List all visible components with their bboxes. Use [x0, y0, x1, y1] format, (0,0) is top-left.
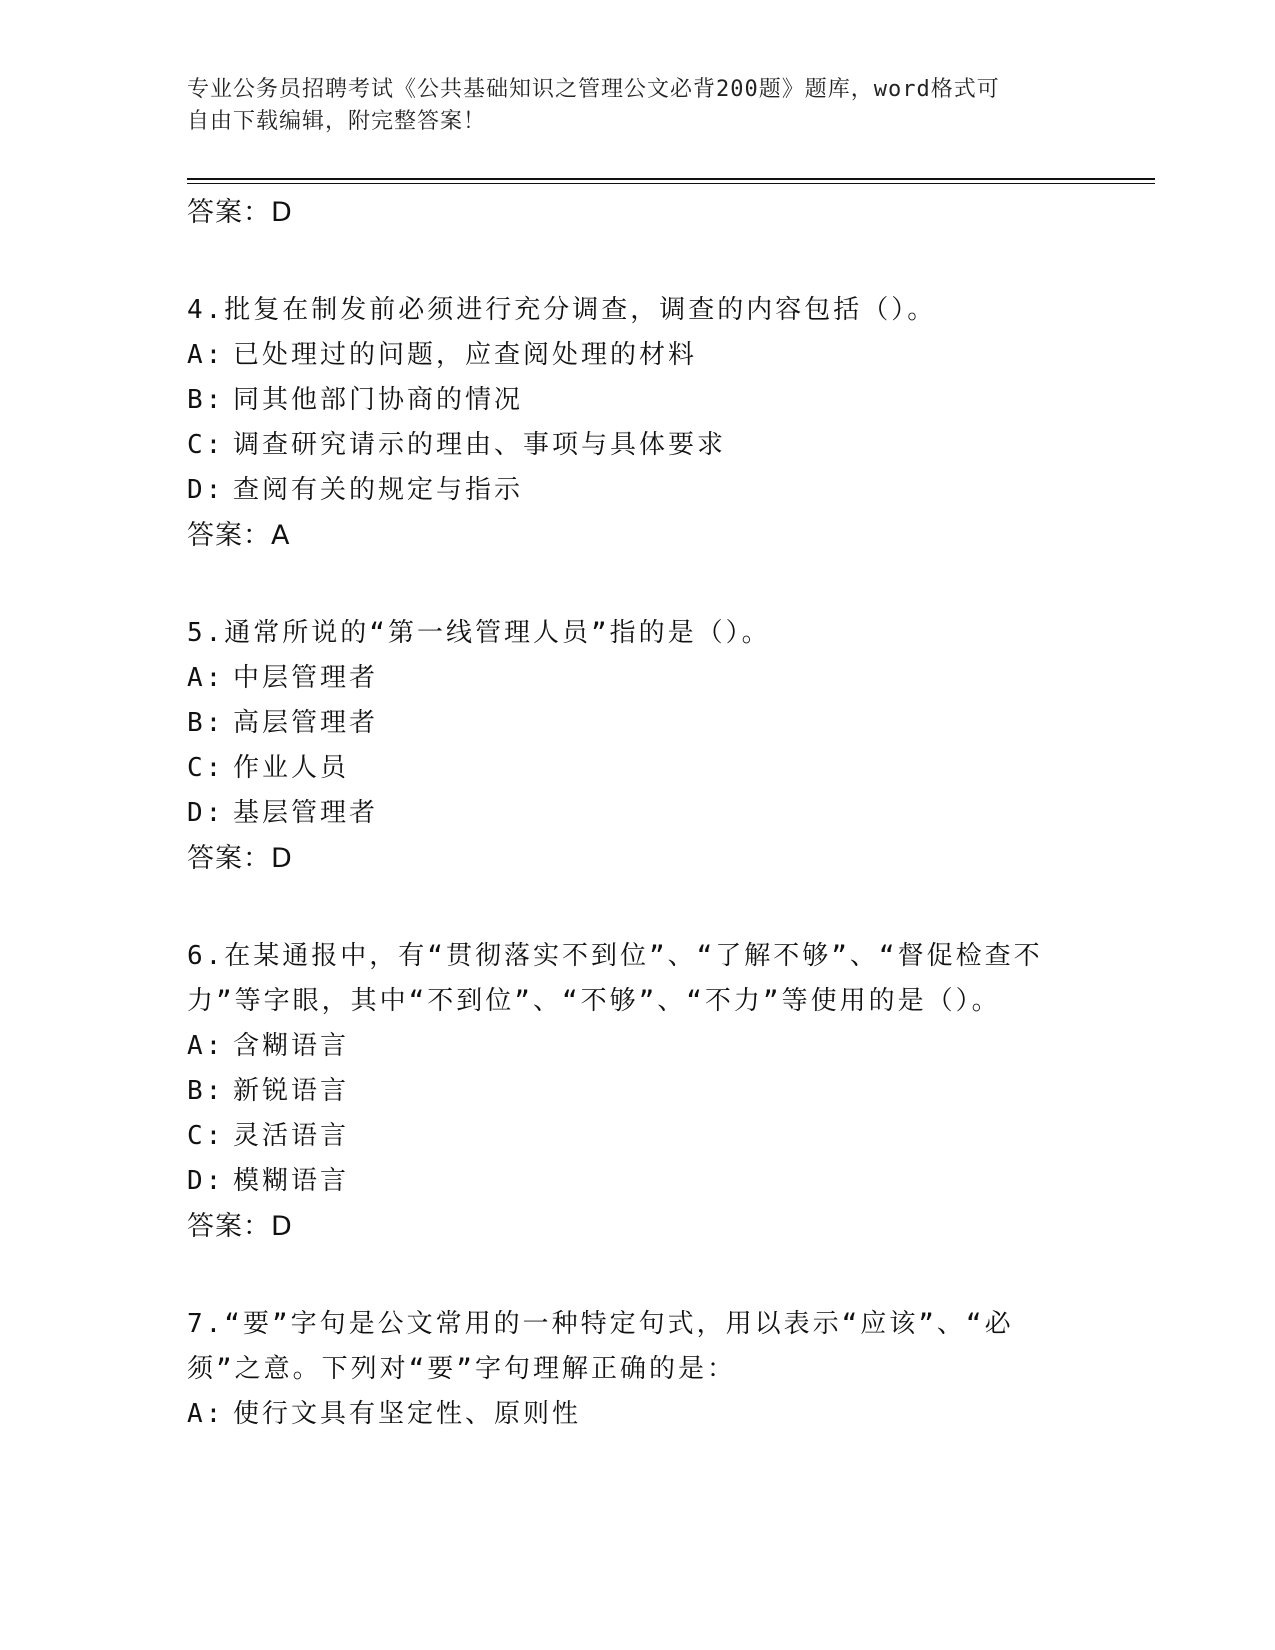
option-letter: B: — [187, 385, 225, 415]
option-text: 同其他部门协商的情况 — [233, 385, 524, 415]
option-letter: A: — [187, 663, 225, 693]
answer-line: 答案：D — [187, 843, 293, 874]
option-text: 已处理过的问题，应查阅处理的材料 — [233, 340, 698, 370]
answer-line: 答案：D — [187, 1211, 293, 1242]
option-d — [187, 791, 1067, 836]
header-divider-thin — [187, 183, 1155, 184]
option-letter: A: — [187, 340, 225, 370]
option-text: 中层管理者 — [233, 663, 379, 693]
option-text: 查阅有关的规定与指示 — [233, 475, 524, 505]
option-a — [187, 656, 1067, 701]
option-a — [187, 1392, 1067, 1437]
option-letter: A: — [187, 1031, 225, 1061]
answer-line: 答案：A — [187, 520, 291, 551]
question-list — [187, 190, 1067, 1437]
option-text: 高层管理者 — [233, 708, 379, 738]
question-stem: 4.批复在制发前必须进行充分调查，调查的内容包括（）。 — [187, 295, 937, 325]
option-letter: D: — [187, 475, 225, 505]
option-b — [187, 701, 1067, 746]
option-c — [187, 1114, 1067, 1159]
option-letter: C: — [187, 753, 225, 783]
option-letter: D: — [187, 798, 225, 828]
option-c — [187, 423, 1067, 468]
header-line-1: 专业公务员招聘考试《公共基础知识之管理公文必背200题》题库，word格式可 — [187, 77, 1000, 102]
option-text: 灵活语言 — [233, 1121, 350, 1151]
question-item — [187, 1302, 1067, 1437]
option-text: 含糊语言 — [233, 1031, 350, 1061]
answer-line: 答案：D — [187, 197, 293, 228]
option-a — [187, 333, 1067, 378]
question-item — [187, 934, 1067, 1250]
option-text: 基层管理者 — [233, 798, 379, 828]
header-line-2: 自由下载编辑，附完整答案！ — [187, 109, 487, 134]
option-text: 作业人员 — [233, 753, 350, 783]
spacer — [187, 882, 1067, 934]
option-letter: C: — [187, 1121, 225, 1151]
option-b — [187, 1069, 1067, 1114]
question-stem: 6.在某通报中，有“贯彻落实不到位”、“了解不够”、“督促检查不力”等字眼，其中“不到位”、“不够”、“不力”等使用的是（）。 — [187, 941, 1043, 1016]
option-letter: D: — [187, 1166, 225, 1196]
question-stem: 5.通常所说的“第一线管理人员”指的是（）。 — [187, 618, 771, 648]
option-d — [187, 468, 1067, 513]
option-d — [187, 1159, 1067, 1204]
option-text: 调查研究请示的理由、事项与具体要求 — [233, 430, 727, 460]
question-stem: 7.“要”字句是公文常用的一种特定句式，用以表示“应该”、“必须”之意。下列对“要”字句理解正确的是： — [187, 1309, 1014, 1384]
option-letter: B: — [187, 708, 225, 738]
option-c — [187, 746, 1067, 791]
document-header — [187, 74, 1067, 138]
option-text: 新锐语言 — [233, 1076, 350, 1106]
option-a — [187, 1024, 1067, 1069]
option-letter: A: — [187, 1399, 225, 1429]
question-item — [187, 288, 1067, 559]
question-item — [187, 611, 1067, 882]
option-letter: B: — [187, 1076, 225, 1106]
option-text: 模糊语言 — [233, 1166, 350, 1196]
spacer — [187, 1250, 1067, 1302]
option-b — [187, 378, 1067, 423]
spacer — [187, 236, 1067, 288]
option-letter: C: — [187, 430, 225, 460]
option-text: 使行文具有坚定性、原则性 — [233, 1399, 582, 1429]
header-divider-thick — [187, 178, 1155, 180]
spacer — [187, 559, 1067, 611]
